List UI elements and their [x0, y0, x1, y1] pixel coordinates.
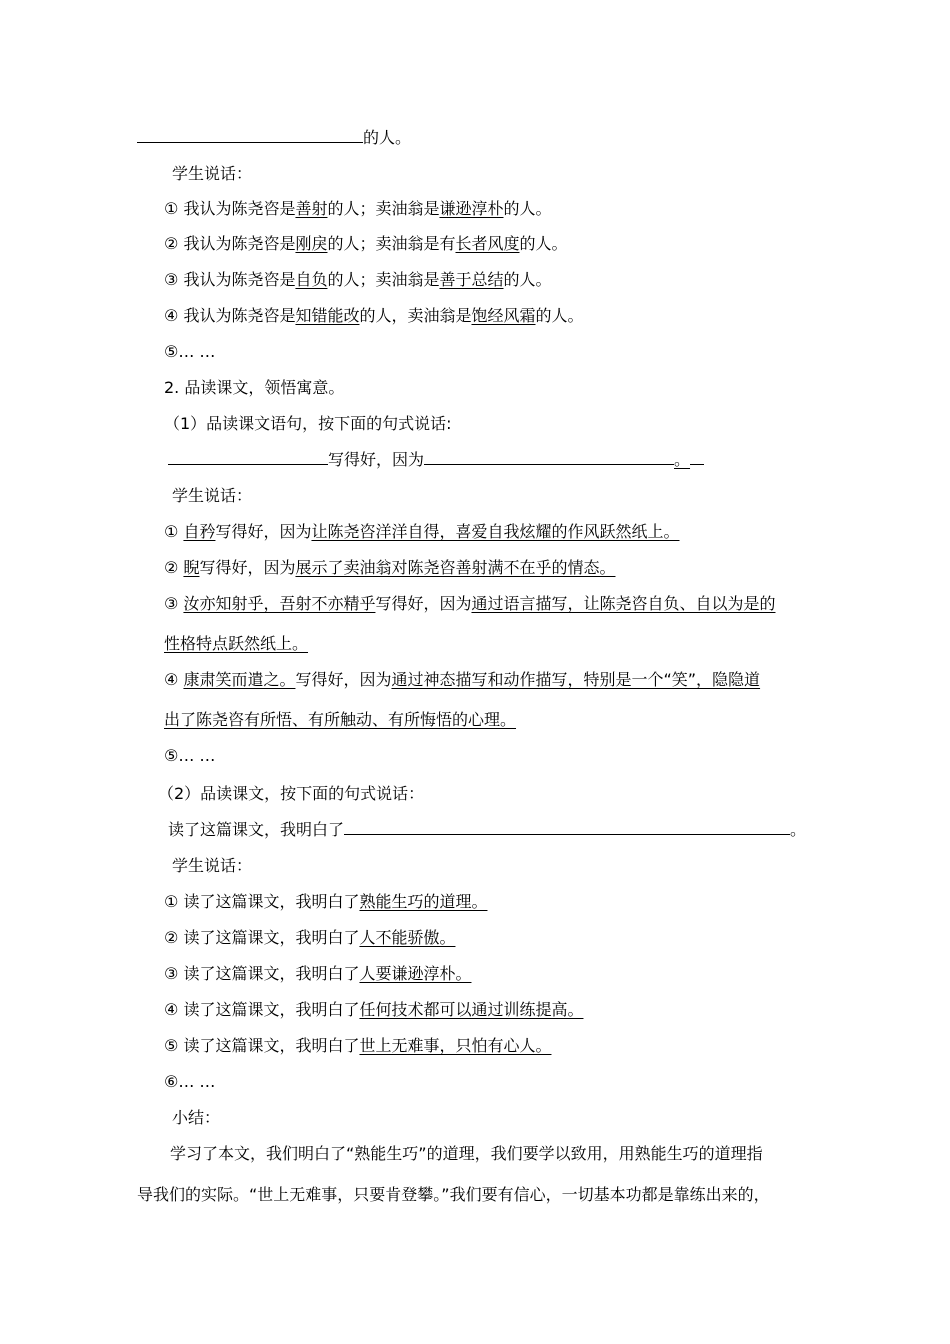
answer-line-continued: 出了陈尧咨有所悟、有所触动、有所悔悟的心理。 — [164, 710, 517, 729]
blank-line — [690, 449, 704, 465]
answer-line: ③ 我认为陈尧咨是自负的人；卖油翁是善于总结的人。 — [164, 270, 552, 289]
answer-line: ① 我认为陈尧咨是善射的人；卖油翁是谦逊淳朴的人。 — [164, 199, 552, 218]
sentence-template: 读了这篇课文，我明白了 。 — [168, 820, 807, 839]
answer-line: ④ 我认为陈尧咨是知错能改的人，卖油翁是饱经风霜的人。 — [164, 306, 584, 325]
student-speech-header: 学生说话： — [172, 856, 253, 875]
answer-line: ② 睨写得好，因为展示了卖油翁对陈尧咨善射满不在乎的情态。 — [164, 558, 616, 577]
summary-text: 导我们的实际。“世上无难事，只要肯登攀。”我们要有信心，一切基本功都是靠练出来的， — [137, 1185, 770, 1204]
blank-line — [424, 449, 674, 465]
blank-line — [344, 819, 790, 835]
ellipsis-line: ⑤… … — [164, 342, 216, 361]
subsection-title: （2）品读课文，按下面的句式说话： — [158, 784, 425, 803]
fill-line-top: 的人。 — [137, 127, 411, 149]
summary-title: 小结： — [172, 1108, 221, 1127]
answer-line: ⑤ 读了这篇课文，我明白了世上无难事，只怕有心人。 — [164, 1036, 552, 1055]
answer-line: ① 自矜写得好，因为让陈尧咨洋洋自得，喜爱自我炫耀的作风跃然纸上。 — [164, 522, 680, 541]
answer-line: ④ 康肃笑而遣之。写得好，因为通过神态描写和动作描写，特别是一个“笑”，隐隐道 — [164, 670, 761, 689]
ellipsis-line: ⑥… … — [164, 1072, 216, 1091]
blank-line — [168, 449, 328, 465]
answer-line: ② 读了这篇课文，我明白了人不能骄傲。 — [164, 928, 456, 947]
sentence-template: 写得好，因为 。 — [168, 449, 704, 471]
student-speech-header: 学生说话： — [172, 164, 253, 183]
answer-line: ③ 汝亦知射乎，吾射不亦精乎写得好，因为通过语言描写，让陈尧咨自负、自以为是的 — [164, 594, 776, 613]
answer-line: ④ 读了这篇课文，我明白了任何技术都可以通过训练提高。 — [164, 1000, 584, 1019]
summary-text: 学习了本文，我们明白了“熟能生巧”的道理，我们要学以致用，用熟能生巧的道理指 — [170, 1144, 763, 1163]
ellipsis-line: ⑤… … — [164, 746, 216, 765]
section-title: 2. 品读课文，领悟寓意。 — [164, 378, 345, 397]
subsection-title: （1）品读课文语句，按下面的句式说话: — [164, 414, 452, 433]
answer-line: ② 我认为陈尧咨是刚戾的人；卖油翁是有长者风度的人。 — [164, 234, 568, 253]
answer-line: ③ 读了这篇课文，我明白了人要谦逊淳朴。 — [164, 964, 472, 983]
answer-line-continued: 性格特点跃然纸上。 — [164, 634, 309, 653]
blank-line — [137, 127, 363, 143]
answer-line: ① 读了这篇课文，我明白了熟能生巧的道理。 — [164, 892, 488, 911]
student-speech-header: 学生说话： — [172, 486, 253, 505]
